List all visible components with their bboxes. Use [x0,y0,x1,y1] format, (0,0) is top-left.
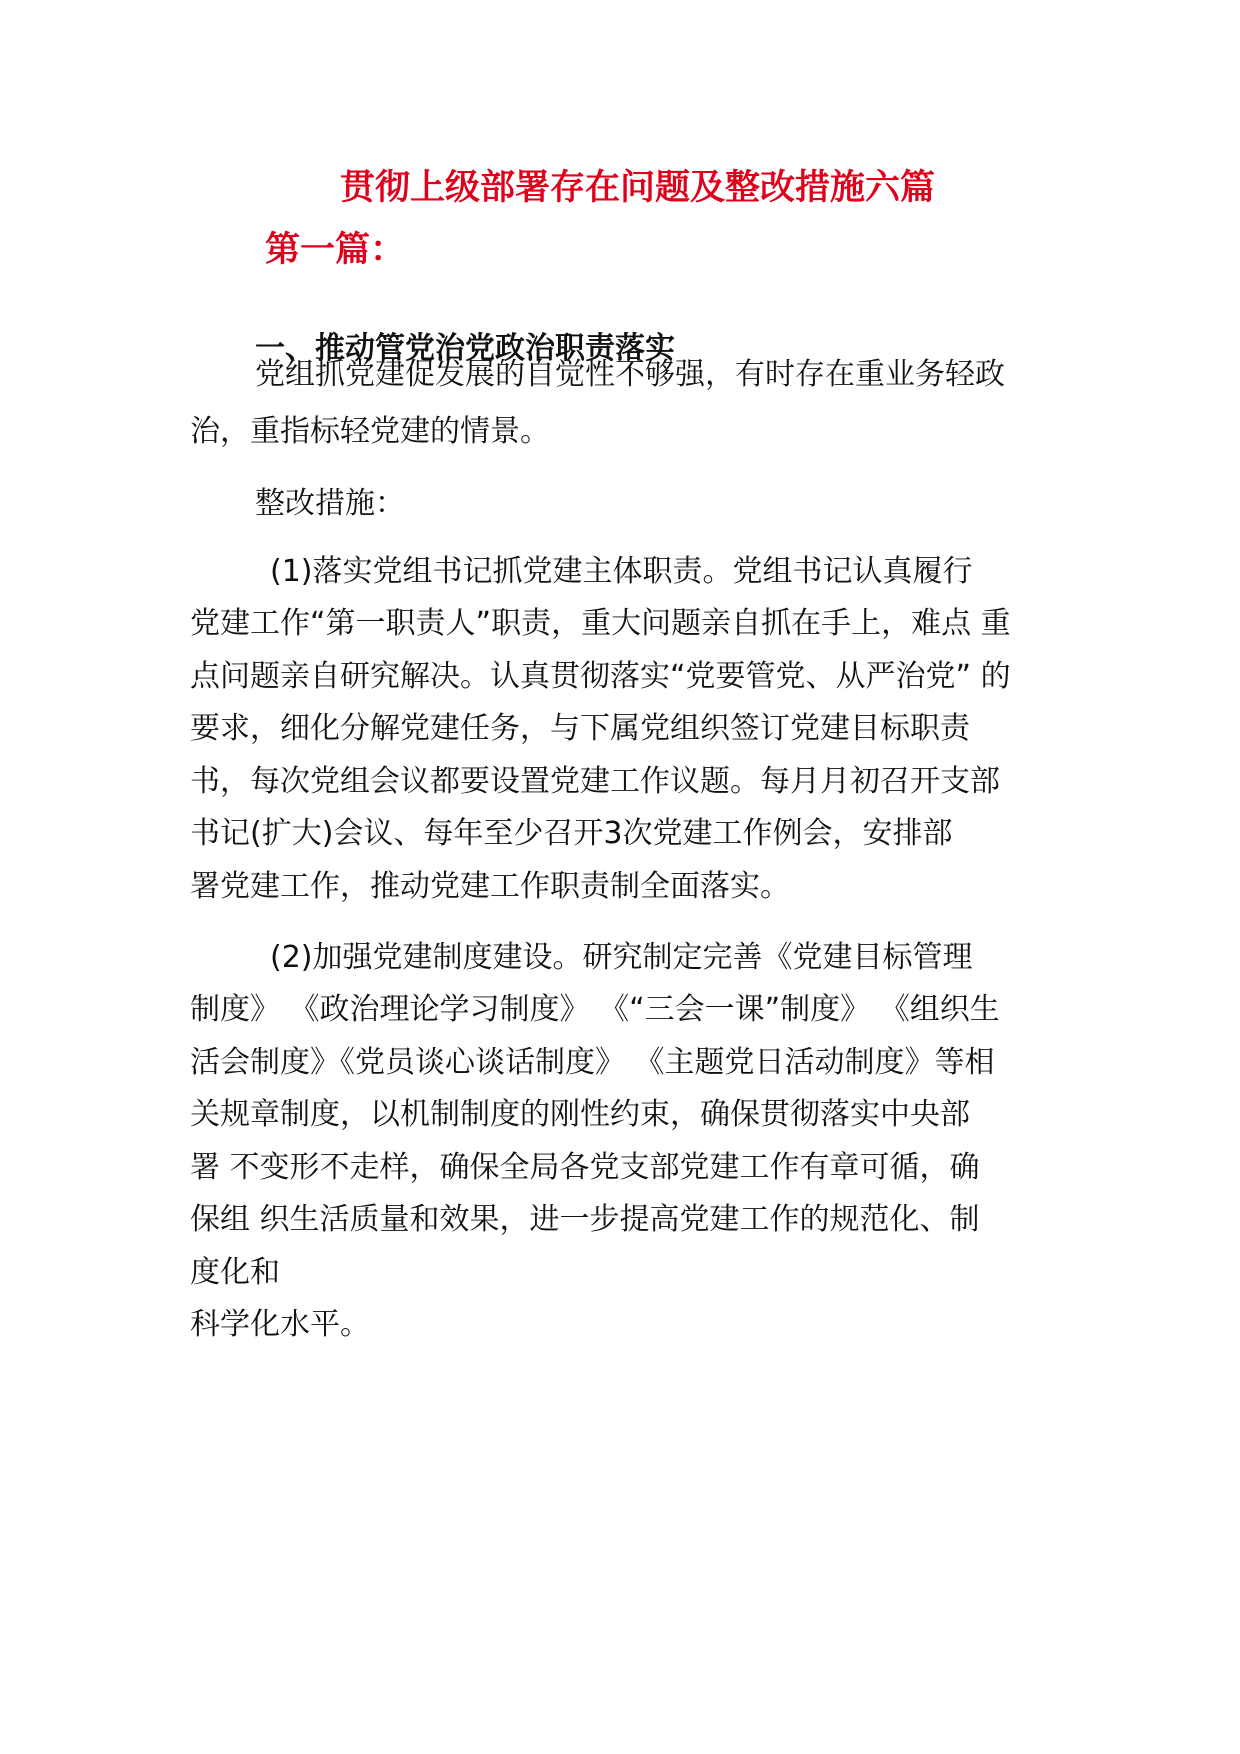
measure-1-line: 署党建工作，推动党建工作职责制全面落实。 [190,869,790,904]
measure-2-line: 署 不变形不走样，确保全局各党支部党建工作有章可循，确 [190,1150,980,1185]
measure-2-line: (2)加强党建制度建设。研究制定完善《党建目标管理 [270,940,973,975]
measure-2-line: 保组 织生活质量和效果，进一步提高党建工作的规范化、制 [190,1202,980,1237]
measure-1-line: 书，每次党组会议都要设置党建工作议题。每月月初召开支部 [190,764,1000,799]
measure-1-line: (1)落实党组书记抓党建主体职责。党组书记认真履行 [270,554,973,589]
part-label: 第一篇： [265,229,406,270]
measure-2-line: 活会制度》《党员谈心谈话制度》 《主题党日活动制度》等相 [190,1045,995,1080]
problem-line: 党组抓党建促发展的自觉性不够强，有时存在重业务轻政 [255,357,1005,392]
document-title: 贯彻上级部署存在问题及整改措施六篇 [340,167,936,208]
measure-1-line: 要求，细化分解党建任务，与下属党组织签订党建目标职责 [190,711,970,746]
measure-1-line: 点问题亲自研究解决。认真贯彻落实“党要管党、从严治党” 的 [190,659,1011,694]
measure-1-line: 党建工作“第一职责人”职责，重大问题亲自抓在手上，难点 重 [190,606,1011,641]
measure-2-line: 度化和 [190,1255,280,1290]
problem-line: 治，重指标轻党建的情景。 [190,414,550,449]
measure-2-line: 科学化水平。 [190,1307,370,1342]
measure-2-line: 制度》 《政治理论学习制度》 《“三会一课”制度》 《组织生 [190,992,1000,1027]
measure-1-line: 书记(扩大)会议、每年至少召开3次党建工作例会，安排部 [190,816,953,851]
measures-label: 整改措施： [255,486,405,521]
measure-2-line: 关规章制度，以机制制度的刚性约束，确保贯彻落实中央部 [190,1097,970,1132]
section-heading: 一、推动管党治党政治职责落实 [255,331,675,366]
